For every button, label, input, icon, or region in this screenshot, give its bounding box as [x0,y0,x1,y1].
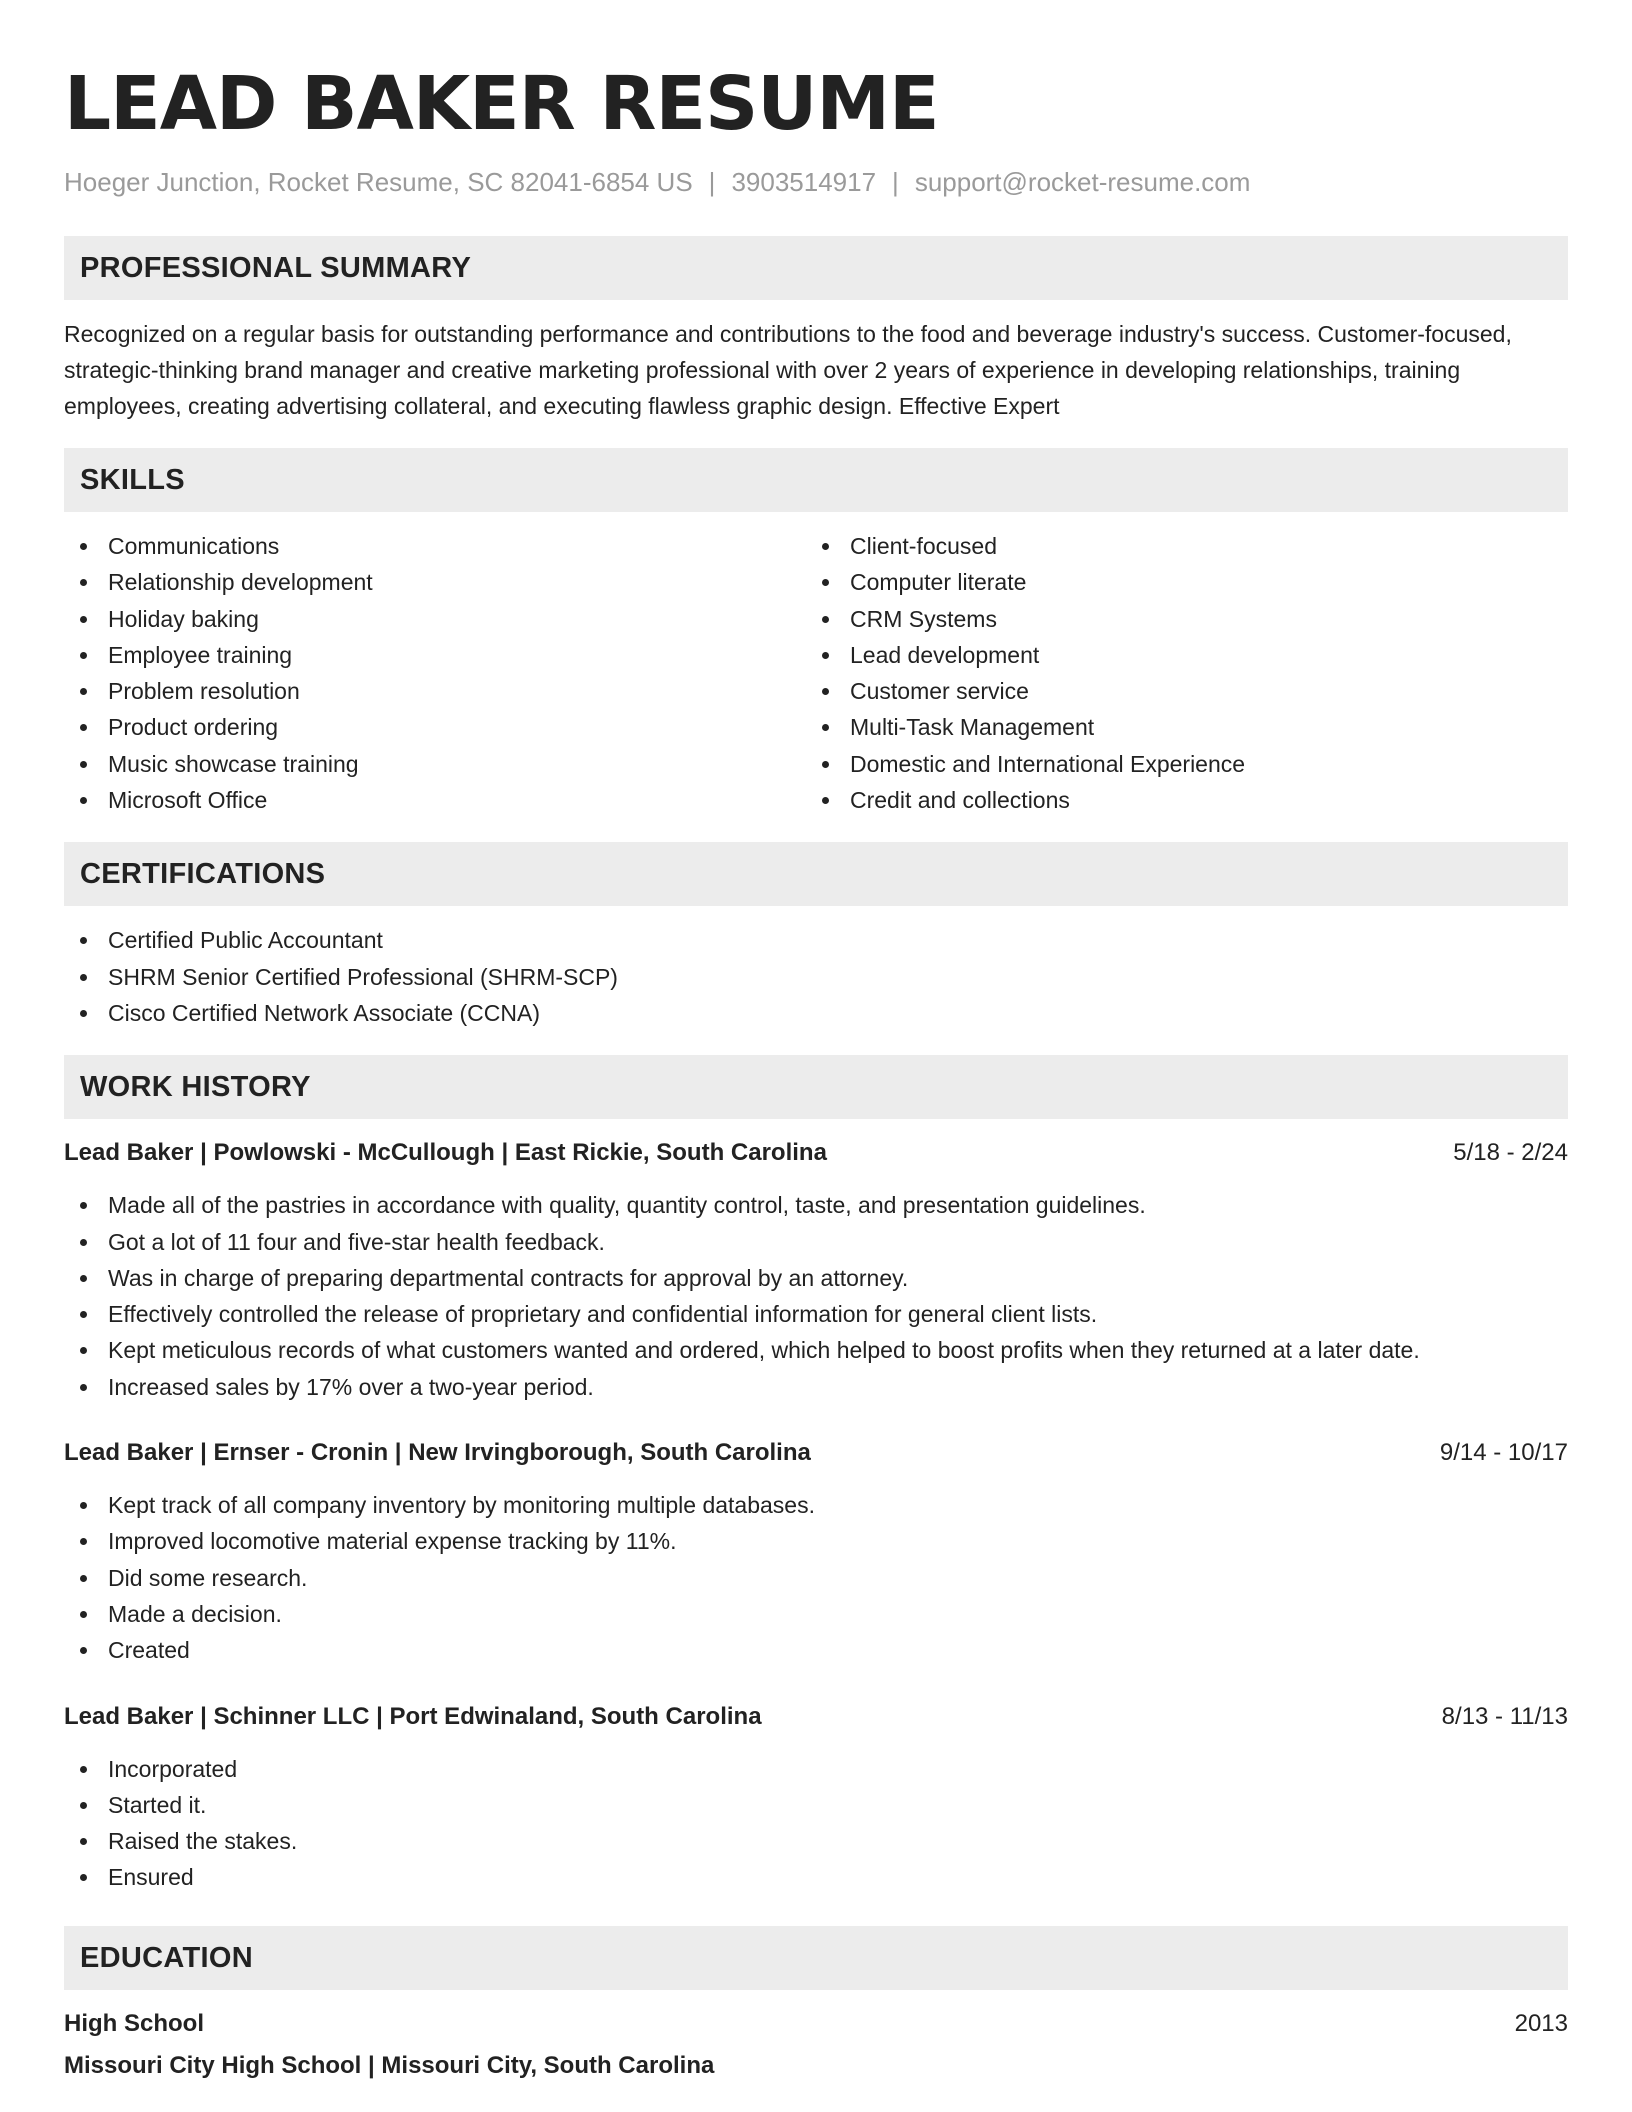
job-dates: 9/14 - 10/17 [1439,1439,1568,1467]
contact-line [64,164,1568,200]
job-entry [64,1135,1568,1405]
job-header [64,1699,1568,1735]
job-bullet: Got a lot of 11 four and five-star health feedback. [64,1224,1568,1260]
skill-item: Client-focused [806,528,1548,564]
summary-text: Recognized on a regular basis for outstanding performance and contributions to the food and beverage industry's success. Customer-focused, strategic-thinking brand manager and creative marketing professional with over 2 years of experience in developing relationships, training employees, creating advertising collateral, and executing flawless graphic design. Effective Expert [64,321,1512,419]
contact-separator: | [892,167,899,197]
skill-item: Credit and collections [806,782,1548,818]
skill-item: Communications [64,528,806,564]
education-school: Missouri City High School | Missouri City, South Carolina [64,2051,715,2079]
job-title: Lead Baker | Ernser - Cronin | New Irvingborough, South Carolina [64,1439,811,1467]
job-bullet: Did some research. [64,1560,1568,1596]
job-bullet: Started it. [64,1787,1568,1823]
resume-page [64,56,1568,2084]
contact-separator: | [708,167,716,197]
contact-address: Hoeger Junction, Rocket Resume, SC 82041-6854 US [64,167,693,197]
job-header [64,1135,1568,1171]
skill-item: Music showcase training [64,746,806,782]
job-bullet: Was in charge of preparing departmental contracts for approval by an attorney. [64,1260,1568,1296]
contact-email: support@rocket-resume.com [914,167,1251,197]
job-title: Lead Baker | Schinner LLC | Port Edwinaland, South Carolina [64,1702,762,1730]
skill-item: Customer service [806,673,1548,709]
skill-item: Microsoft Office [64,782,806,818]
job-bullet: Kept meticulous records of what customers wanted and ordered, which helped to boost profits when they returned at a later date. [64,1332,1568,1368]
skills-heading: SKILLS [64,448,1568,512]
skill-item: Problem resolution [64,673,806,709]
education-year: 2013 [1514,2009,1568,2037]
job-bullet: Increased sales by 17% over a two-year period. [64,1369,1568,1405]
job-bullet: Improved locomotive material expense tracking by 11%. [64,1523,1568,1559]
job-bullet: Created [64,1632,1568,1668]
job-bullets [64,1187,1568,1405]
certification-item: Certified Public Accountant [64,922,1568,958]
job-header [64,1435,1568,1471]
contact-phone: 3903514917 [731,167,877,197]
skill-item: Product ordering [64,709,806,745]
certification-item: SHRM Senior Certified Professional (SHRM-SCP) [64,959,1568,995]
job-bullet: Ensured [64,1859,1568,1895]
certification-item: Cisco Certified Network Associate (CCNA) [64,995,1568,1031]
job-bullet: Made a decision. [64,1596,1568,1632]
education-entry [64,2006,1568,2084]
skill-item: Employee training [64,637,806,673]
certifications-list [64,922,1568,1031]
skills-list-left [64,528,806,818]
job-entry [64,1435,1568,1668]
skills-columns [64,528,1568,818]
skill-item: Relationship development [64,564,806,600]
education-header [64,2006,1568,2042]
skill-item: Holiday baking [64,601,806,637]
job-bullets [64,1487,1568,1668]
job-bullet: Kept track of all company inventory by monitoring multiple databases. [64,1487,1568,1523]
job-dates: 8/13 - 11/13 [1441,1702,1568,1730]
education-degree: High School [64,2009,204,2037]
job-bullet: Incorporated [64,1751,1568,1787]
job-bullet: Effectively controlled the release of proprietary and confidential information for general client lists. [64,1296,1568,1332]
skill-item: Multi-Task Management [806,709,1548,745]
job-dates: 5/18 - 2/24 [1453,1139,1568,1167]
job-bullet: Raised the stakes. [64,1823,1568,1859]
education-heading: EDUCATION [64,1926,1568,1990]
job-entry [64,1699,1568,1896]
skill-item: CRM Systems [806,601,1548,637]
work-history-heading: WORK HISTORY [64,1055,1568,1119]
job-bullets [64,1751,1568,1896]
skill-item: Computer literate [806,564,1548,600]
job-title: Lead Baker | Powlowski - McCullough | East Rickie, South Carolina [64,1139,827,1167]
resume-title: LEAD BAKER RESUME [64,61,939,147]
skill-item: Domestic and International Experience [806,746,1548,782]
certifications-heading: CERTIFICATIONS [64,842,1568,906]
skills-list-right [806,528,1548,818]
summary-heading: PROFESSIONAL SUMMARY [64,236,1568,300]
job-bullet: Made all of the pastries in accordance with quality, quantity control, taste, and presentation guidelines. [64,1187,1568,1223]
skill-item: Lead development [806,637,1548,673]
